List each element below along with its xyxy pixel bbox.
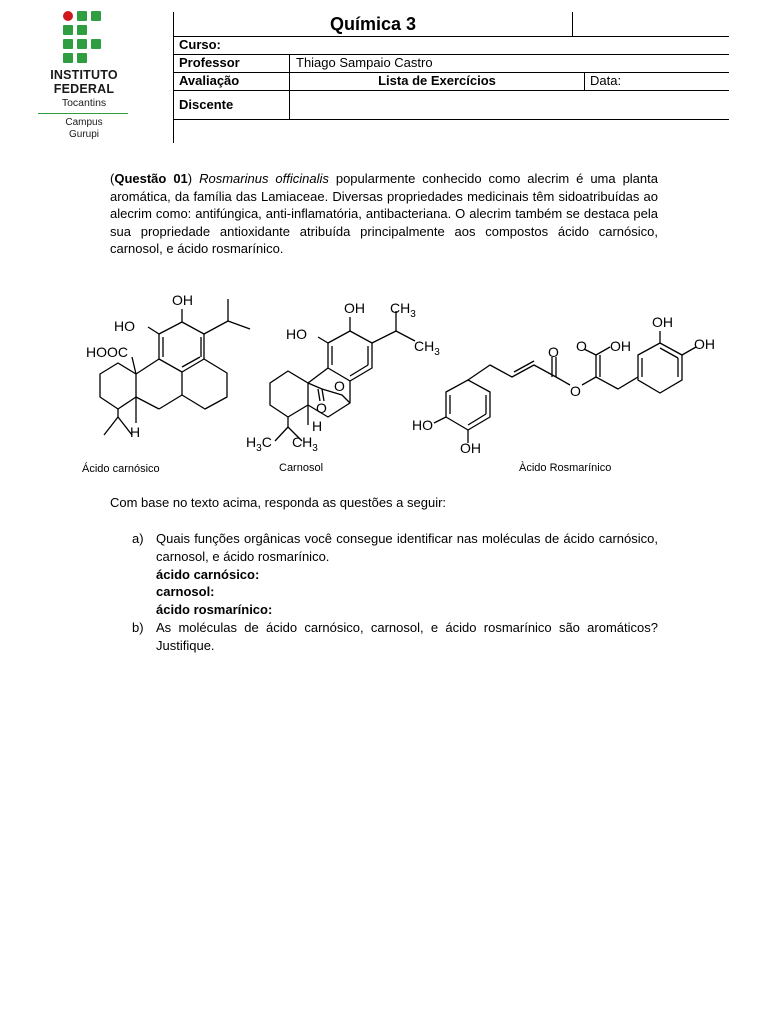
professor-value: Thiago Sampaio Castro xyxy=(296,55,433,70)
page-title: Química 3 xyxy=(329,14,417,34)
answer-label-carnosic: ácido carnósico: xyxy=(156,567,260,582)
logo-square xyxy=(77,53,87,63)
question-open-paren: ( xyxy=(110,171,115,186)
carnosic-h-label: H xyxy=(130,424,141,440)
avaliacao-label: Avaliação xyxy=(179,73,240,88)
question-close-paren: ) xyxy=(187,171,193,186)
logo-square xyxy=(77,39,87,49)
carnosol-oh-label: OH xyxy=(344,300,365,316)
carnosol-ch3-top-text: CH xyxy=(390,300,411,316)
institute-logo xyxy=(63,11,103,67)
logo-divider xyxy=(38,113,128,114)
logo-square xyxy=(91,39,101,49)
rosmarinic-oh-acid-label: OH xyxy=(610,338,631,354)
logo-name xyxy=(36,68,132,96)
carnosic-hooc-label: HOOC xyxy=(86,344,128,360)
carnosic-oh-label: OH xyxy=(172,292,193,308)
logo-campus-line2: Gurupi xyxy=(68,129,99,140)
carnosol-ch3-right-label xyxy=(414,338,440,358)
logo-campus-line1: Campus xyxy=(65,117,103,128)
chemical-structures xyxy=(70,285,715,485)
logo-campus xyxy=(36,117,132,141)
rosmarinic-oh-top-label: OH xyxy=(652,314,673,330)
question-number: Questão 01 xyxy=(114,171,188,186)
table-row-line xyxy=(173,119,729,120)
answer-label-carnosol: carnosol: xyxy=(156,584,215,599)
rosmarinic-acid-skeleton xyxy=(434,331,696,443)
logo-square xyxy=(63,25,73,35)
logo-square xyxy=(63,53,73,63)
curso-label: Curso: xyxy=(179,37,221,52)
carnosol-ch3-bottom-text: CH xyxy=(292,434,313,450)
caption-carnosic-acid: Ácido carnósico xyxy=(82,463,160,475)
species-name: Rosmarinus officinalis xyxy=(199,171,329,186)
logo-state: Tocantins xyxy=(61,97,107,109)
rosmarinic-o-carbonyl1-label: O xyxy=(576,338,587,354)
table-divider-date xyxy=(584,72,585,90)
rosmarinic-oh-right-label: OH xyxy=(694,336,715,352)
carnosol-h3c-label xyxy=(246,434,272,454)
date-label: Data: xyxy=(590,73,622,88)
logo-name-line1: INSTITUTO xyxy=(50,68,118,82)
rosmarinic-o-ester-label: O xyxy=(570,383,581,399)
item-b-marker: b) xyxy=(132,620,144,635)
carnosol-ch3-right-text: CH xyxy=(414,338,435,354)
answer-label-rosmarinic: ácido rosmarínico: xyxy=(156,602,273,617)
question-paragraph xyxy=(110,170,658,258)
logo-square xyxy=(63,39,73,49)
table-row-line xyxy=(173,36,729,37)
carnosol-ch3-bottom-label xyxy=(292,434,318,454)
carnosic-ho-label: HO xyxy=(114,318,135,334)
question-text: popularmente conhecido como alecrim é uma planta aromática, da família das Lamiaceae. Diversas propriedades medicinais têm sidoatribuídas ao alecrim como: antifúngica, anti-inflamatória, antibacteriana. O alecrim também se destaca pela sua propriedade antioxidante atribuída principalmente aos compostos ácido carnósico, carnosol, e ácido rosmarínico. xyxy=(110,171,658,256)
item-a-marker: a) xyxy=(132,531,144,546)
carnosol-ch3-bottom-subscript: 3 xyxy=(312,443,318,454)
logo-red-circle xyxy=(63,11,73,21)
carnosol-o-carbonyl-label: O xyxy=(316,400,327,416)
logo-square xyxy=(77,25,87,35)
logo-square xyxy=(77,11,87,21)
table-row-line xyxy=(173,54,729,55)
logo-name-line2: FEDERAL xyxy=(53,82,115,96)
carnosol-ch3-right-subscript: 3 xyxy=(434,347,440,358)
logo-square xyxy=(91,11,101,21)
carnosol-ho-label: HO xyxy=(286,326,307,342)
carnosol-ch3-top-label xyxy=(390,300,416,320)
carnosol-h-label: H xyxy=(312,418,323,434)
caption-carnosol: Carnosol xyxy=(279,462,324,474)
carnosol-h3c-subscript: 3 xyxy=(256,443,262,454)
avaliacao-value: Lista de Exercícios xyxy=(378,73,496,88)
carnosol-h3c-h: H xyxy=(246,434,257,450)
professor-label: Professor xyxy=(179,55,240,70)
instructions-text: Com base no texto acima, responda as questões a seguir: xyxy=(110,495,447,510)
carnosol-o-ring-label: O xyxy=(334,378,345,394)
item-b-text: As moléculas de ácido carnósico, carnosol, e ácido rosmarínico são aromáticos? Justifique. xyxy=(156,620,658,653)
rosmarinic-oh-bottom-label: OH xyxy=(460,440,481,456)
table-row-line xyxy=(173,90,729,91)
rosmarinic-o-carbonyl2-label: O xyxy=(548,344,559,360)
carnosol-h3c-c: C xyxy=(261,434,272,450)
caption-rosmarinic-acid: Àcido Rosmarínico xyxy=(519,462,612,474)
rosmarinic-ho-left-label: HO xyxy=(412,417,433,433)
discente-label: Discente xyxy=(179,97,234,112)
carnosol-ch3-top-subscript: 3 xyxy=(410,309,416,320)
item-a-text: Quais funções orgânicas você consegue identificar nas moléculas de ácido carnósico, carnosol, e ácido rosmarínico. xyxy=(156,531,658,564)
